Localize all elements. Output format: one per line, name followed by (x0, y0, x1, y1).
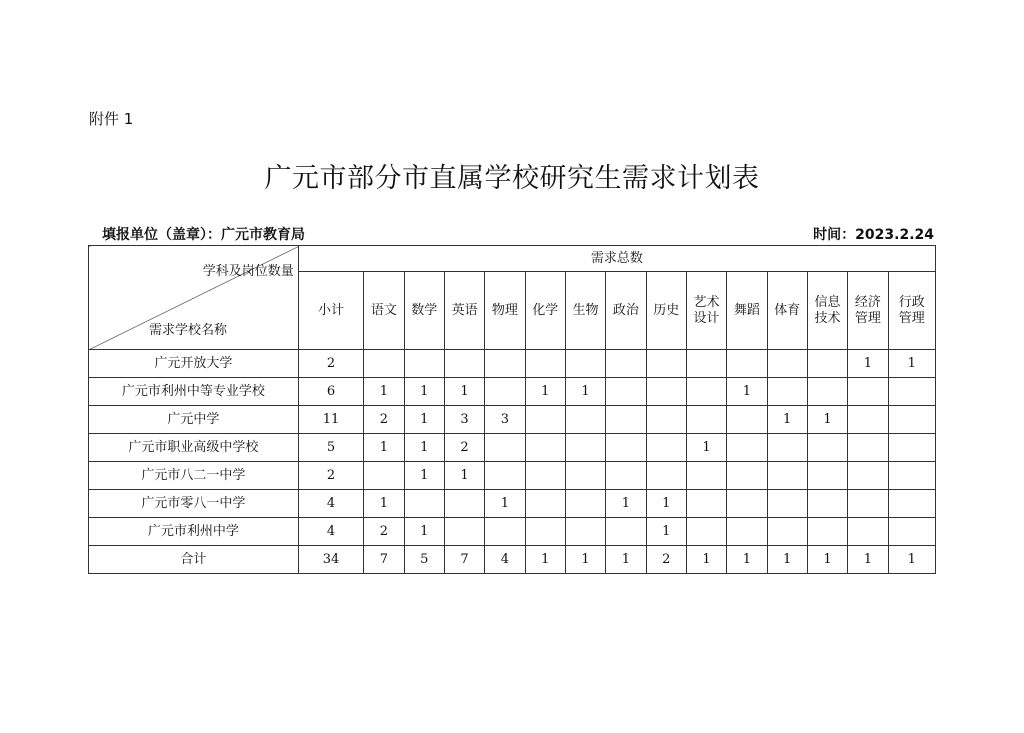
count-cell: 1 (404, 406, 444, 434)
count-cell (888, 434, 935, 462)
column-header: 历史 (646, 272, 686, 350)
count-cell (727, 406, 767, 434)
count-cell (848, 462, 888, 490)
count-cell: 7 (364, 546, 404, 574)
count-cell (565, 434, 605, 462)
count-cell (767, 378, 807, 406)
school-name-cell: 广元开放大学 (89, 350, 299, 378)
count-cell: 1 (727, 378, 767, 406)
subtotal-cell: 5 (298, 434, 364, 462)
count-cell (444, 518, 484, 546)
count-cell (485, 462, 525, 490)
table-row (89, 434, 936, 462)
count-cell: 1 (848, 350, 888, 378)
count-cell (807, 490, 847, 518)
count-cell (727, 518, 767, 546)
column-header: 语文 (364, 272, 404, 350)
total-demand-header: 需求总数 (298, 246, 935, 272)
count-cell (646, 434, 686, 462)
count-cell (525, 434, 565, 462)
count-cell (767, 434, 807, 462)
count-cell: 1 (485, 490, 525, 518)
count-cell: 3 (485, 406, 525, 434)
diagonal-header-cell (89, 246, 299, 350)
count-cell: 1 (525, 378, 565, 406)
subtotal-cell: 4 (298, 518, 364, 546)
count-cell (404, 490, 444, 518)
column-header: 行政 管理 (888, 272, 935, 350)
column-header: 舞蹈 (727, 272, 767, 350)
column-header: 小计 (298, 272, 364, 350)
table-row (89, 518, 936, 546)
count-cell (888, 490, 935, 518)
count-cell (646, 462, 686, 490)
count-cell (888, 406, 935, 434)
column-header: 艺术 设计 (686, 272, 726, 350)
count-cell (807, 350, 847, 378)
count-cell: 1 (606, 490, 646, 518)
count-cell: 1 (686, 434, 726, 462)
count-cell (525, 490, 565, 518)
attachment-label: 附件 1 (89, 110, 134, 128)
count-cell: 1 (404, 462, 444, 490)
count-cell (444, 350, 484, 378)
count-cell: 1 (646, 490, 686, 518)
count-cell (485, 518, 525, 546)
count-cell (565, 406, 605, 434)
count-cell (807, 434, 847, 462)
count-cell (485, 350, 525, 378)
column-header: 物理 (485, 272, 525, 350)
count-cell (686, 406, 726, 434)
count-cell: 1 (888, 350, 935, 378)
filling-unit: 填报单位（盖章）：广元市教育局 (102, 227, 305, 243)
count-cell (606, 378, 646, 406)
table-row (89, 350, 936, 378)
count-cell (485, 378, 525, 406)
table-body (89, 350, 936, 574)
count-cell (646, 406, 686, 434)
count-cell: 1 (565, 378, 605, 406)
count-cell: 1 (525, 546, 565, 574)
count-cell (848, 378, 888, 406)
count-cell: 1 (404, 378, 444, 406)
count-cell (848, 490, 888, 518)
count-cell: 1 (848, 546, 888, 574)
count-cell: 1 (767, 406, 807, 434)
count-cell: 2 (646, 546, 686, 574)
count-cell (525, 350, 565, 378)
count-cell (848, 518, 888, 546)
count-cell (606, 350, 646, 378)
count-cell: 2 (444, 434, 484, 462)
count-cell (606, 434, 646, 462)
column-header: 体育 (767, 272, 807, 350)
subtotal-cell: 4 (298, 490, 364, 518)
count-cell (767, 490, 807, 518)
count-cell (807, 518, 847, 546)
column-header: 化学 (525, 272, 565, 350)
count-cell (485, 434, 525, 462)
count-cell (686, 462, 726, 490)
total-row (89, 546, 936, 574)
count-cell: 5 (404, 546, 444, 574)
count-cell (565, 490, 605, 518)
school-name-cell: 广元市利州中等专业学校 (89, 378, 299, 406)
count-cell (364, 462, 404, 490)
school-name-cell: 合计 (89, 546, 299, 574)
count-cell (727, 462, 767, 490)
count-cell (727, 350, 767, 378)
count-cell: 2 (364, 518, 404, 546)
school-name-cell: 广元市职业高级中学校 (89, 434, 299, 462)
count-cell (646, 378, 686, 406)
count-cell (525, 406, 565, 434)
count-cell: 7 (444, 546, 484, 574)
count-cell: 2 (364, 406, 404, 434)
count-cell (727, 434, 767, 462)
count-cell (888, 462, 935, 490)
subtotal-cell: 11 (298, 406, 364, 434)
filling-date: 时间：2023.2.24 (813, 227, 934, 243)
column-header: 政治 (606, 272, 646, 350)
count-cell: 1 (364, 434, 404, 462)
count-cell (686, 518, 726, 546)
count-cell (767, 518, 807, 546)
count-cell (767, 350, 807, 378)
count-cell: 1 (807, 546, 847, 574)
count-cell (848, 434, 888, 462)
school-name-cell: 广元市利州中学 (89, 518, 299, 546)
count-cell (807, 378, 847, 406)
count-cell: 1 (646, 518, 686, 546)
count-cell (686, 350, 726, 378)
count-cell: 1 (767, 546, 807, 574)
count-cell: 4 (485, 546, 525, 574)
table-row (89, 406, 936, 434)
count-cell: 1 (727, 546, 767, 574)
count-cell: 1 (888, 546, 935, 574)
count-cell (646, 350, 686, 378)
count-cell (686, 490, 726, 518)
count-cell (848, 406, 888, 434)
school-name-cell: 广元市零八一中学 (89, 490, 299, 518)
page-title: 广元市部分市直属学校研究生需求计划表 (264, 163, 760, 194)
count-cell (364, 350, 404, 378)
column-header: 数学 (404, 272, 444, 350)
count-cell: 3 (444, 406, 484, 434)
school-name-cell: 广元中学 (89, 406, 299, 434)
count-cell (606, 406, 646, 434)
column-header: 生物 (565, 272, 605, 350)
subtotal-cell: 2 (298, 350, 364, 378)
count-cell (525, 462, 565, 490)
count-cell: 1 (606, 546, 646, 574)
count-cell (606, 518, 646, 546)
count-cell: 1 (686, 546, 726, 574)
subtotal-cell: 2 (298, 462, 364, 490)
count-cell (727, 490, 767, 518)
count-cell (888, 378, 935, 406)
column-header: 信息 技术 (807, 272, 847, 350)
count-cell: 1 (404, 434, 444, 462)
school-name-cell: 广元市八二一中学 (89, 462, 299, 490)
count-cell (404, 350, 444, 378)
table-row (89, 378, 936, 406)
count-cell: 1 (807, 406, 847, 434)
count-cell (444, 490, 484, 518)
count-cell: 1 (364, 378, 404, 406)
subtotal-cell: 34 (298, 546, 364, 574)
subtotal-cell: 6 (298, 378, 364, 406)
column-header: 经济 管理 (848, 272, 888, 350)
school-name-label: 需求学校名称 (149, 323, 228, 338)
count-cell: 1 (444, 462, 484, 490)
count-cell (565, 350, 605, 378)
count-cell (686, 378, 726, 406)
subject-quantity-label: 学科及岗位数量 (202, 264, 294, 279)
count-cell: 1 (444, 378, 484, 406)
count-cell (767, 462, 807, 490)
count-cell: 1 (404, 518, 444, 546)
count-cell (565, 518, 605, 546)
count-cell (807, 462, 847, 490)
demand-plan-table (88, 245, 936, 574)
count-cell (525, 518, 565, 546)
count-cell: 1 (565, 546, 605, 574)
count-cell: 1 (364, 490, 404, 518)
count-cell (606, 462, 646, 490)
column-header: 英语 (444, 272, 484, 350)
table-row (89, 462, 936, 490)
count-cell (888, 518, 935, 546)
count-cell (565, 462, 605, 490)
table-row (89, 490, 936, 518)
